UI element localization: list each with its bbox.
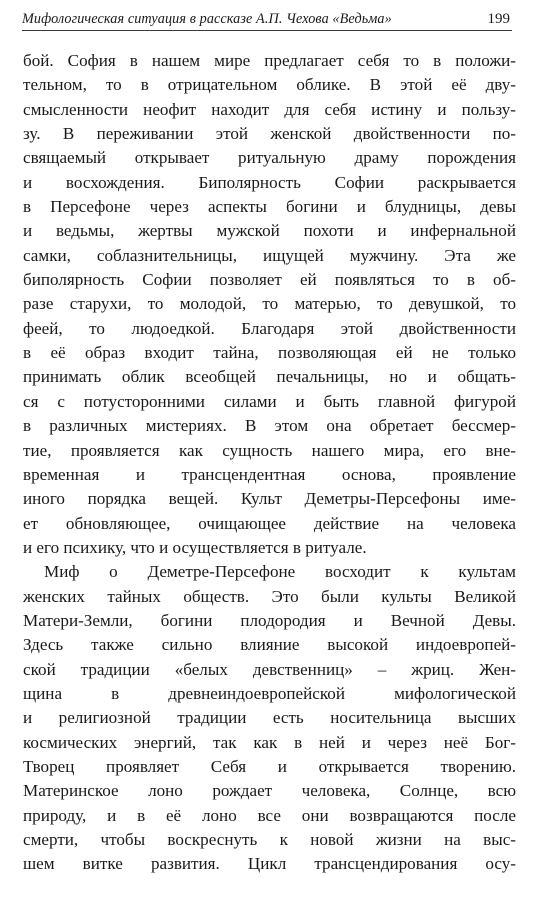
text-line: принимать облик всеобщей печальницы, но и общать- xyxy=(23,367,516,387)
text-line: самки, соблазнительницы, ищущей мужчину. Эта же xyxy=(23,245,516,265)
text-line: Здесь также сильно влияние высокой индоевропей- xyxy=(23,635,516,655)
text-line: Миф о Деметре-Персефоне восходит к культам xyxy=(44,562,516,582)
page-number: 199 xyxy=(487,11,510,27)
paragraph-2 xyxy=(23,560,516,876)
text-line: разе старухи, то молодой, то матерью, то девушкой, то xyxy=(23,294,516,314)
text-line: и ведьмы, жертвы мужской похоти и инфернальной xyxy=(23,221,516,241)
text-line: ет обновляющее, очищающее действие на человека xyxy=(23,513,516,533)
text-line: природу, и в её лоно все они возвращаются после xyxy=(23,805,516,825)
text-line: временная и трансцендентная основа, проявление xyxy=(23,464,516,484)
text-line: и восхождения. Биполярность Софии раскрывается xyxy=(23,172,516,192)
text-line: ся с потусторонними силами и быть главной фигурой xyxy=(23,391,516,411)
text-line: космических энергий, так как в ней и через неё Бог- xyxy=(23,732,516,752)
running-head xyxy=(22,6,512,31)
text-line: смерти, чтобы воскреснуть к новой жизни на выс- xyxy=(23,830,516,849)
text-line: иного порядка вещей. Культ Деметры-Персефоны име- xyxy=(23,489,516,509)
text-line: щина в древнеиндоевропейской мифологической xyxy=(23,683,516,703)
text-line: зу. В переживании этой женской двойственности по- xyxy=(23,124,516,144)
text-line: биполярность Софии позволяет ей появляться то в об- xyxy=(23,270,516,290)
text-line: и его психику, что и осуществляется в ритуале. xyxy=(23,537,367,557)
text-line: ской традиции «белых девственниц» – жриц. Жен- xyxy=(23,659,516,679)
running-title: Мифологическая ситуация в рассказе А.П. Чехова «Ведьма» xyxy=(22,11,392,27)
text-line: смысленности неофит находит для себя истину и пользу- xyxy=(23,99,516,119)
text-line: и религиозной традиции есть носительница высших xyxy=(23,708,516,728)
text-line: Матери-Земли, богини плодородия и Вечной Девы. xyxy=(23,610,516,630)
text-line: свящаемый открывает ритуальную драму порождения xyxy=(23,148,516,168)
text-line: в её образ входит тайна, позволяющая ей не только xyxy=(23,343,516,363)
text-line: шем витке развития. Цикл трансцендирования осу- xyxy=(23,854,516,874)
paragraph-1 xyxy=(23,49,516,560)
text-line: женских тайных обществ. Это были культы Великой xyxy=(23,586,516,606)
text-line: феей, то людоедкой. Благодаря этой двойственности xyxy=(23,318,516,338)
body-text xyxy=(23,49,516,877)
text-line: бой. София в нашем мире предлагает себя то в положи- xyxy=(23,51,516,70)
text-line: Творец проявляет Себя и открывается творению. xyxy=(23,756,516,776)
text-line: в Персефоне через аспекты богини и блудницы, девы xyxy=(23,197,516,217)
text-line: в различных мистериях. В этом она обретает бессмер- xyxy=(23,416,516,436)
text-line: Материнское лоно рождает человека, Солнце, всю xyxy=(23,781,516,801)
text-line: тельном, то в отрицательном облике. В этой её дву- xyxy=(23,75,516,95)
text-line: тие, проявляется как сущность нашего мира, его вне- xyxy=(23,440,516,460)
